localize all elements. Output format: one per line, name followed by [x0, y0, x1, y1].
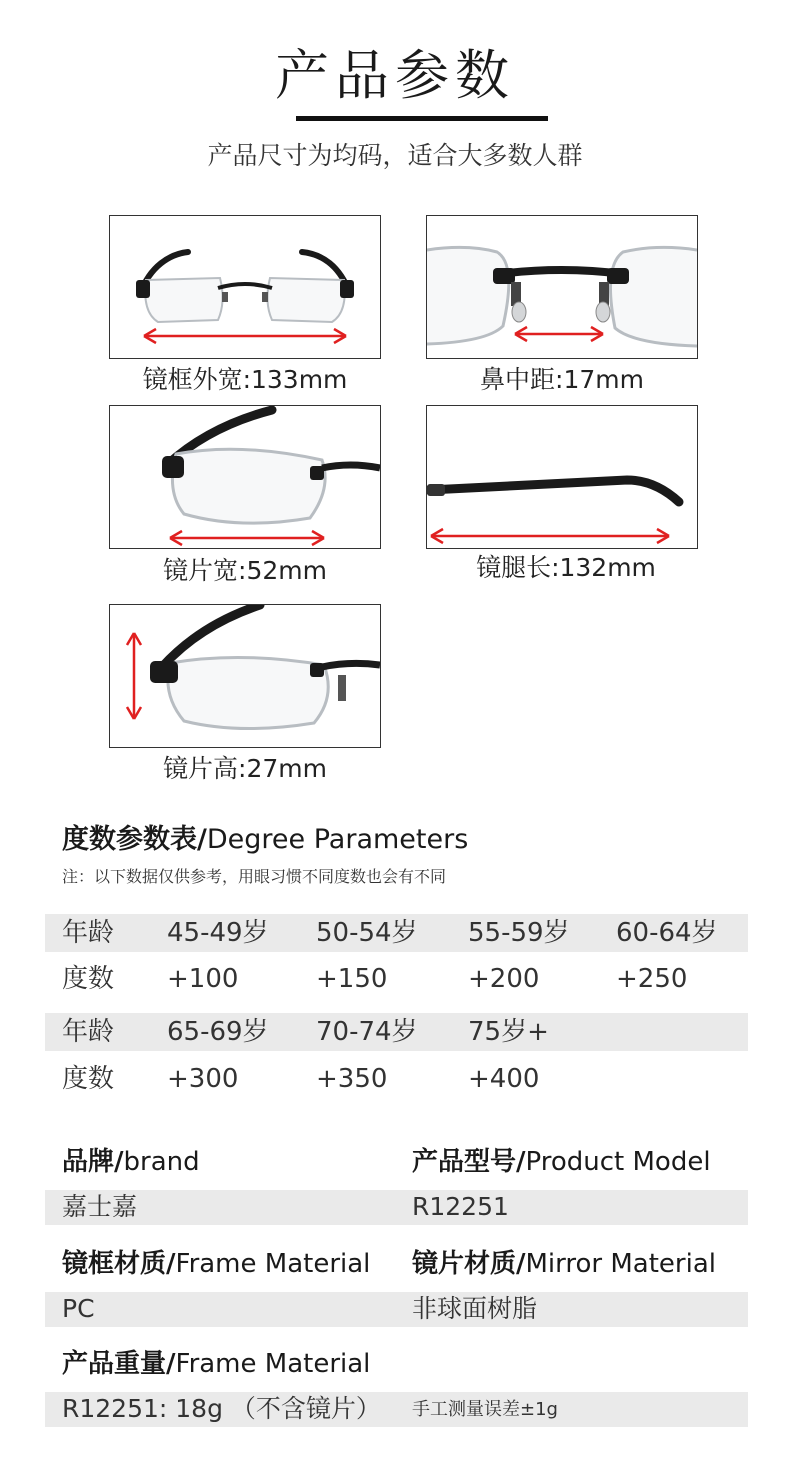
lens-width-photo	[109, 405, 381, 549]
temple-length-caption: 镜腿长:132mm	[476, 553, 656, 582]
frame-material-label-zh: 镜框材质/	[62, 1249, 176, 1279]
weight-label-zh: 产品重量/	[62, 1349, 176, 1379]
model-label-zh: 产品型号/	[412, 1147, 526, 1177]
nose-bridge-photo	[426, 215, 698, 359]
degree-title-en: Degree Parameters	[206, 824, 469, 855]
age-header-cell: 年龄	[62, 918, 115, 948]
brand-label	[62, 1145, 200, 1179]
page-subtitle: 产品尺寸为均码，适合大多数人群	[207, 141, 583, 170]
degree-cell: +100	[167, 964, 239, 994]
model-value: R12251	[412, 1192, 509, 1221]
age-cell: 60-64岁	[616, 918, 718, 948]
frame-width-photo	[109, 215, 381, 359]
lens-material-label-zh: 镜片材质/	[412, 1249, 526, 1279]
age-cell: 65-69岁	[167, 1017, 269, 1047]
brand-value-band	[45, 1190, 748, 1225]
brand-label-zh: 品牌/	[62, 1147, 124, 1177]
brand-label-en: brand	[123, 1147, 200, 1177]
frame-material-label-en: Frame Material	[175, 1249, 371, 1279]
weight-tolerance-note: 手工测量误差±1g	[412, 1399, 558, 1420]
degree-cell: +200	[468, 964, 540, 994]
page-title: 产品参数	[275, 44, 515, 107]
nose-bridge-caption: 鼻中距:17mm	[480, 365, 644, 394]
degree-header-cell: 度数	[62, 1064, 115, 1094]
weight-value: R12251: 18g （不含镜片）	[62, 1394, 381, 1423]
degree-note: 注：以下数据仅供参考，用眼习惯不同度数也会有不同	[62, 867, 447, 886]
degree-cell: +350	[316, 1064, 388, 1094]
model-label-en: Product Model	[525, 1147, 711, 1177]
age-header-cell: 年龄	[62, 1017, 115, 1047]
lens-material-label-en: Mirror Material	[525, 1249, 716, 1279]
lens-material-label	[412, 1247, 716, 1281]
brand-value: 嘉士嘉	[62, 1192, 138, 1221]
frame-material-value: PC	[62, 1294, 95, 1323]
age-cell: 50-54岁	[316, 918, 418, 948]
title-underline	[296, 116, 548, 121]
lens-width-caption: 镜片宽:52mm	[163, 556, 327, 585]
lens-height-caption: 镜片高:27mm	[163, 754, 327, 783]
weight-label-en: Frame Material	[175, 1349, 371, 1379]
degree-cell: +250	[616, 964, 688, 994]
degree-header-cell: 度数	[62, 964, 115, 994]
age-cell: 45-49岁	[167, 918, 269, 948]
frame-material-label	[62, 1247, 370, 1281]
weight-label	[62, 1347, 370, 1381]
degree-section-title	[62, 823, 468, 857]
degree-cell: +300	[167, 1064, 239, 1094]
age-cell: 55-59岁	[468, 918, 570, 948]
degree-cell: +400	[468, 1064, 540, 1094]
frame-width-caption: 镜框外宽:133mm	[142, 365, 348, 394]
degree-title-zh: 度数参数表/	[62, 824, 207, 855]
lens-height-photo	[109, 604, 381, 748]
age-cell: 75岁+	[468, 1017, 549, 1047]
lens-material-value: 非球面树脂	[412, 1294, 538, 1323]
model-label	[412, 1145, 711, 1179]
degree-cell: +150	[316, 964, 388, 994]
material-value-band	[45, 1292, 748, 1327]
age-cell: 70-74岁	[316, 1017, 418, 1047]
temple-length-photo	[426, 405, 698, 549]
